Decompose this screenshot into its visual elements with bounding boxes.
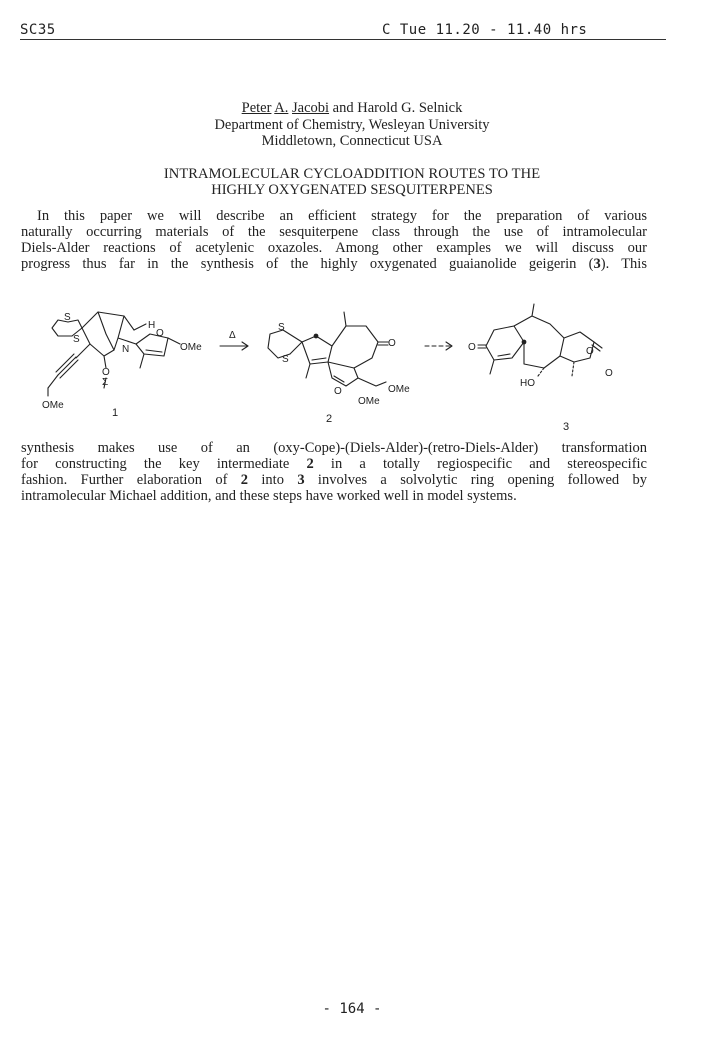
paper-title-line-1: INTRAMOLECULAR CYCLOADDITION ROUTES TO THE (163, 166, 541, 182)
sulfur-label: S (278, 322, 285, 333)
compound-number-1: 1 (112, 407, 119, 419)
sulfur-label: S (282, 354, 289, 365)
methoxy-label: OMe (358, 396, 380, 407)
header-rule (20, 39, 666, 40)
heat-label: Δ (229, 330, 236, 341)
compound-ref-3: 3 (593, 256, 601, 272)
compound-number-3: 3 (563, 421, 570, 433)
oxygen-label: O (102, 367, 110, 378)
oxygen-label: O (468, 342, 476, 353)
sulfur-label: S (73, 334, 80, 345)
paragraph1-line-2: naturally occurring materials of the sesquiterpene class through the use of intramolecular (21, 224, 647, 240)
hydrogen-label: H (148, 320, 156, 331)
author2: and Harold G. Selnick (332, 100, 463, 116)
oxygen-label: O (586, 346, 594, 357)
methoxy-label: OMe (388, 384, 410, 395)
oxygen-label: O (388, 338, 396, 349)
paper-title-line-2: HIGHLY OXYGENATED SESQUITERPENES (211, 182, 493, 198)
compound-3-structure (478, 304, 602, 376)
methoxy-label: OMe (180, 342, 202, 353)
authors-line (0, 100, 704, 116)
oxygen-label: O (605, 368, 613, 379)
compound-number-2: 2 (326, 413, 333, 425)
paragraph2-line-2: for constructing the key intermediate 2 in a totally regiospecific and stereospecific (21, 456, 647, 472)
page-number: - 164 - (322, 1001, 382, 1017)
session-code: SC35 (20, 22, 56, 38)
paragraph1-line-4: progress thus far in the synthesis of the highly oxygenated guaianolide geigerin (3). This (21, 256, 647, 272)
oxygen-label: O (334, 386, 342, 397)
oxygen-label: O (156, 328, 164, 339)
author1-initial: A. (274, 100, 289, 116)
paragraph2-line-3: fashion. Further elaboration of 2 into 3 involves a solvolytic ring opening followed by (21, 472, 647, 488)
sulfur-label: S (64, 312, 71, 323)
affiliation: Department of Chemistry, Wesleyan University (214, 117, 490, 133)
hydroxyl-label: HO (520, 378, 535, 389)
compound-ref-2: 2 (306, 456, 314, 472)
author1-first-name: Peter (241, 100, 272, 116)
stereocenter-dot (522, 340, 527, 345)
paragraph2-line-1: synthesis makes use of an (oxy-Cope)-(Diels-Alder)-(retro-Diels-Alder) transformation (21, 440, 647, 456)
silyl-label: Σ (102, 377, 109, 388)
methoxy-label: OMe (42, 400, 64, 411)
compound-ref-2: 2 (240, 472, 249, 488)
compound-1-structure (48, 312, 180, 396)
compound-ref-3: 3 (297, 472, 305, 488)
compound-2-structure (268, 312, 388, 386)
paragraph2-line-4: intramolecular Michael addition, and these steps have worked well in model systems. (21, 488, 517, 504)
location: Middletown, Connecticut USA (261, 133, 443, 149)
session-time: C Tue 11.20 - 11.40 hrs (382, 22, 588, 38)
paragraph1-line-3: Diels-Alder reactions of acetylenic oxazoles. Among other examples we will discuss our (21, 240, 647, 256)
reaction-scheme (20, 298, 660, 438)
stereocenter-dot (314, 334, 319, 339)
author1-last-name: Jacobi (292, 100, 330, 116)
nitrogen-label: N (122, 344, 130, 355)
paragraph1-line-1: In this paper we will describe an efficient strategy for the preparation of various (37, 208, 647, 224)
